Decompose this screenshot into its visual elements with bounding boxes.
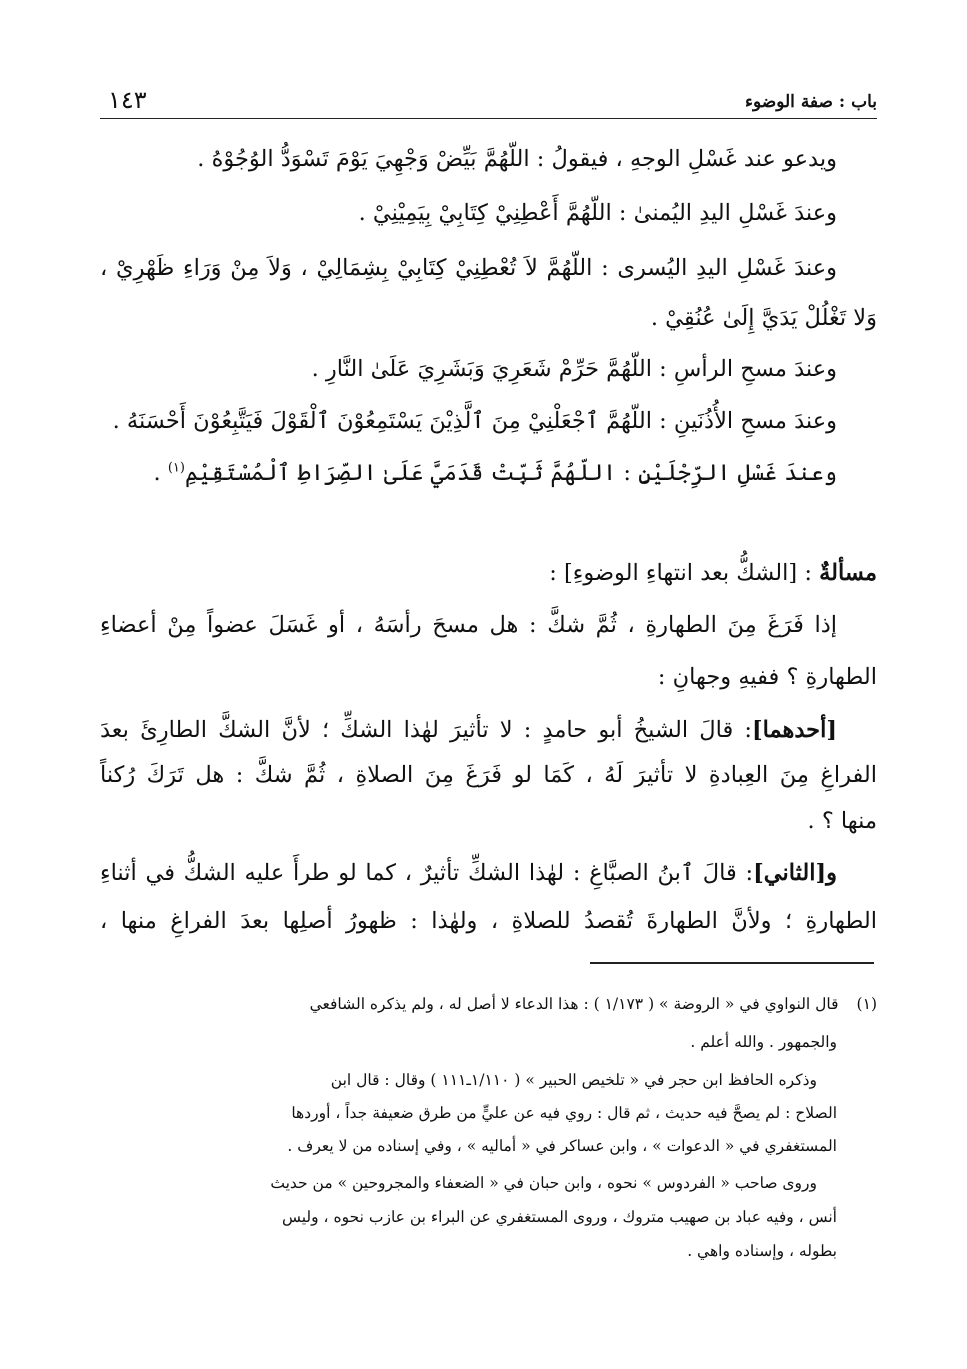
footnote-line-8: بطوله ، وإسناده واهي . <box>687 1242 837 1260</box>
footnote-separator <box>590 962 874 964</box>
footnote-line-4: الصلاح : لم يصحَّ فيه حديث ، ثم قال : روي فيه عن عليٍّ من طرق ضعيفة جداً ، أوردها <box>291 1104 837 1122</box>
page-header <box>100 78 877 119</box>
running-title: باب : صفة الوضوء <box>745 92 877 112</box>
dua-feet-end: . <box>153 460 161 486</box>
masala-heading <box>100 560 877 587</box>
dua-right-hand: وعندَ غَسْلِ اليدِ اليُمنىٰ : اللّهُمَّ أَعْطِنِيْ كِتَابِيْ بِيَمِيْنِيْ . <box>358 200 837 226</box>
masala-label: مسألةٌ <box>819 560 877 586</box>
body-line-6 <box>100 860 837 887</box>
footnote-line-2: والجمهور . والله أعلم . <box>690 1033 837 1051</box>
footnote-line-5: المستغفري في « الدعوات » ، وابن عساكر في « أماليه » ، وفي إسناده من لا يعرف . <box>287 1137 837 1155</box>
body-line-5: منها ؟ . <box>807 808 877 834</box>
first-view-label: [أحدهما] <box>752 717 837 743</box>
masala-topic: : [الشكُّ بعد انتهاءِ الوضوءِ] : <box>549 560 812 586</box>
dua-feet <box>100 460 837 487</box>
dua-ears: وعندَ مسحِ الأُذُنَينِ : اللّهُمَّ ٱجْعَلْنِيْ مِنَ ٱلَّذِيْنَ يَسْتَمِعُوْنَ ٱلْقَوْلَ فَيَتَّبِعُوْنَ أَحْسَنَهُ . <box>112 408 837 434</box>
body-line-3 <box>100 717 837 744</box>
page-number: ١٤٣ <box>108 86 147 114</box>
dua-head: وعندَ مسحِ الرأسِ : اللّهُمَّ حَرِّمْ شَعَرِيَ وَبَشَرِيَ عَلَىٰ النَّارِ . <box>311 356 837 382</box>
footnote-ref: (١) <box>167 460 185 476</box>
body-line-4: الفراغِ مِنَ العِبادةِ لا تأثيرَ لَهُ ، كَمَا لو فَرَغَ مِنَ الصلاةِ ، ثُمَّ شكَّ : هل تَرَكَ رُكناً <box>100 762 877 788</box>
dua-feet-text: وعندَ غَسْلِ الرِّجْلَيْنِ : اللّهُمَّ ثَبِّتْ قَدَمَيَّ عَلَىٰ الصِّرَاطِ ٱلْمُسْتَقِيْمِ <box>184 460 837 486</box>
body-line-2: الطهارةِ ؟ ففيهِ وجهانِ : <box>657 664 877 690</box>
footnote-line-7: أنس ، وفيه عباد بن صهيب متروك ، وروى المستغفري عن البراء بن عازب نحوه ، وليس <box>281 1208 837 1226</box>
second-view-text: : قالَ ٱبنُ الصبَّاغِ : لهٰذا الشكِّ تأثيرٌ ، كما لو طرأَ عليه الشكُّ في أثناءِ <box>100 860 754 886</box>
first-view-text: : قالَ الشيخُ أبو حامدٍ : لا تأثيرَ لهٰذا الشكِّ ؛ لأنَّ الشكَّ الطارِئَ بعدَ <box>100 717 752 743</box>
body-line-7: الطهارةِ ؛ ولأنَّ الطهارةَ تُقصدُ للصلاةِ ، ولهٰذا : ظهورُ أصلِها بعدَ الفراغِ منها ، <box>100 908 877 934</box>
footnote-line-6: وروى صاحب « الفردوس » نحوه ، وابن حبان في « الضعفاء والمجروحين » من حديث <box>270 1174 817 1192</box>
dua-left-hand: وعندَ غَسْلِ اليدِ اليُسرى : اللّهُمَّ لاَ تُعْطِنِيْ كِتَابِيْ بِشِمَالِيْ ، وَلاَ مِنْ وَرَاءِ ظَهْرِيْ ، <box>100 255 837 281</box>
footnote-line-1-text: قال النواوي في « الروضة » ( ١/١٧٣ ) : هذا الدعاء لا أصل له ، ولم يذكره الشافعي <box>309 995 839 1013</box>
footnote-line-3: وذكره الحافظ ابن حجر في « تلخيص الحبير » ( ١/١١٠ـ١١١ ) وقال : قال ابن <box>330 1071 817 1089</box>
footnote-line-1 <box>100 995 877 1014</box>
second-view-label: و[الثاني] <box>753 860 837 886</box>
body-line-1: إذا فَرَغَ مِنَ الطهارةِ ، ثُمَّ شكَّ : هل مسحَ رأسَهُ ، أو غَسَلَ عضواً مِنْ أعضاءِ <box>100 612 837 638</box>
dua-left-hand-cont: وَلا تَغْلُلْ يَدَيَّ إِلَىٰ عُنُقِيْ . <box>650 305 877 331</box>
dua-face: ويدعو عند غَسْلِ الوجهِ ، فيقولُ : اللّهُمَّ بَيِّضْ وَجْهِيَ يَوْمَ تَسْوَدُّ الوُجُوْهُ . <box>197 146 837 172</box>
footnote-marker: (١) <box>856 995 877 1013</box>
